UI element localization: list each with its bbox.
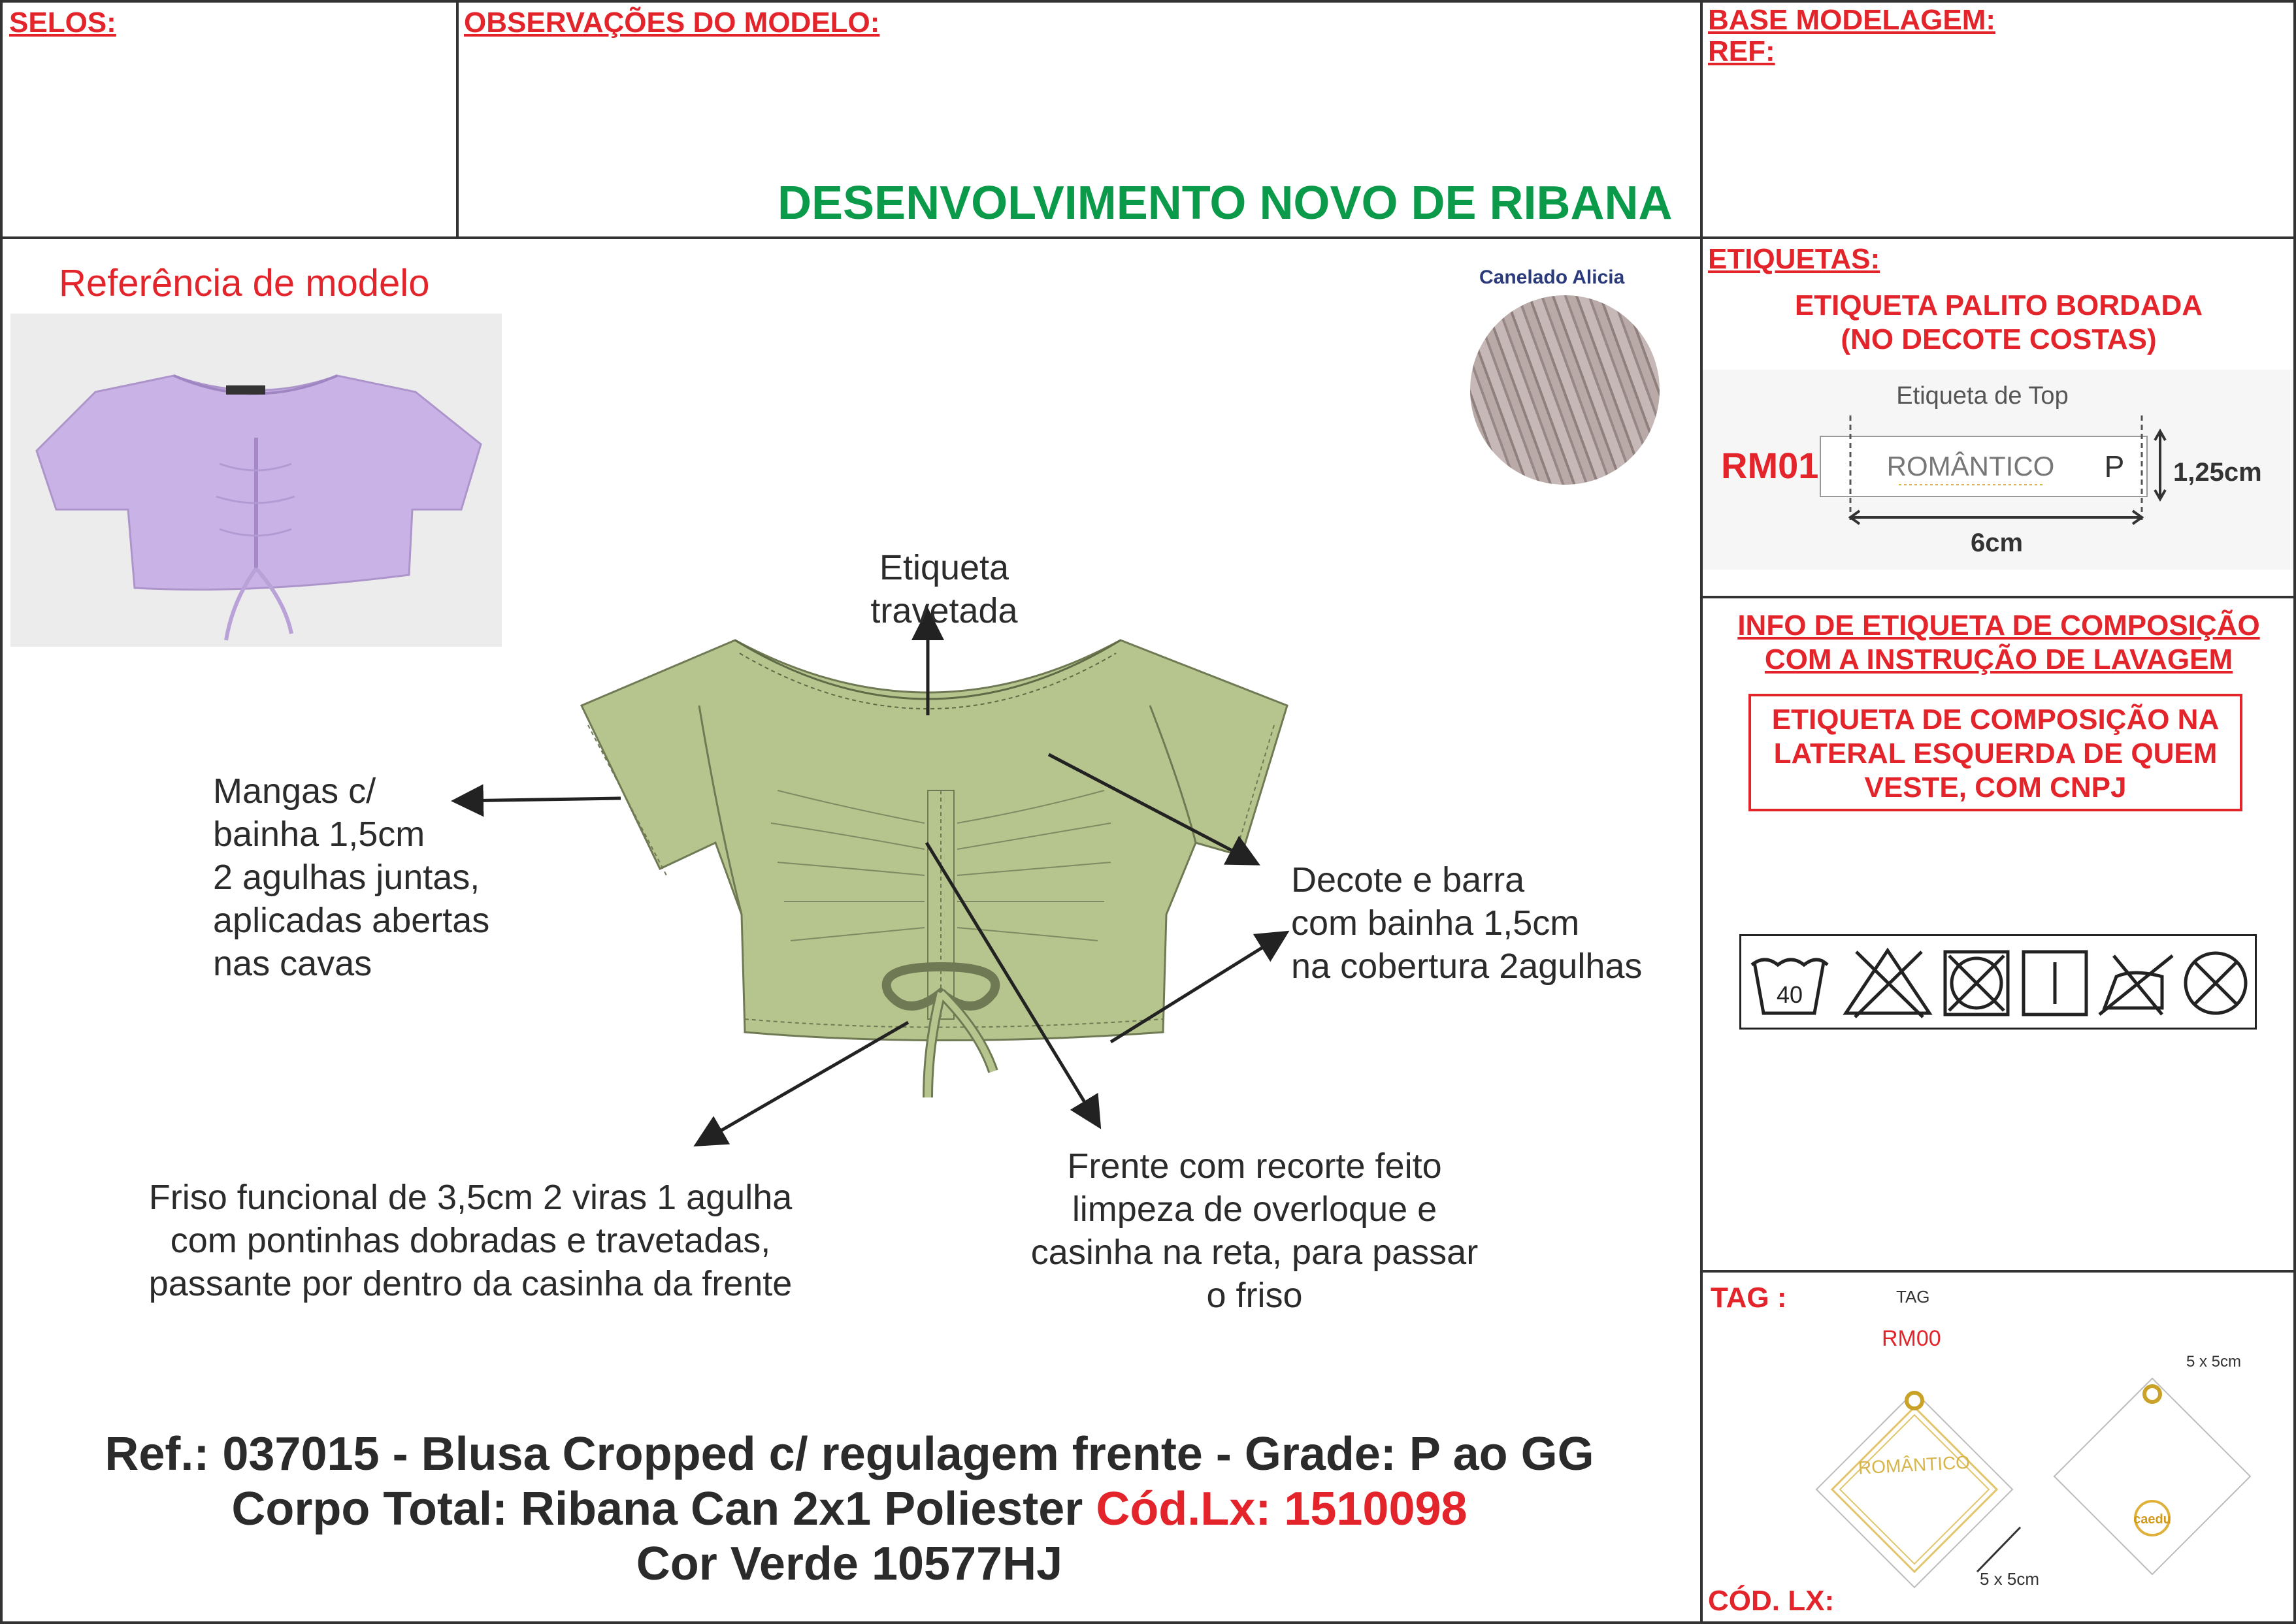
etiquetas-divider (1701, 596, 2296, 598)
tag-label: TAG : (1711, 1282, 1787, 1314)
mangas-note-line: Mangas c/ (213, 771, 376, 811)
tag-brand: ROMÂNTICO (1858, 1452, 1971, 1478)
romantico-tag (1816, 1391, 2039, 1589)
tag-sub-label: TAG (1896, 1287, 1930, 1307)
mangas-note-line: 2 agulhas juntas, (213, 858, 480, 897)
ref-line: Ref.: 037015 - Blusa Cropped c/ regulagem frente - Grade: P ao GG (105, 1428, 1594, 1480)
composicao-title-line: INFO DE ETIQUETA DE COMPOSIÇÃO (1737, 609, 2260, 641)
svg-text:40: 40 (1776, 981, 1803, 1008)
tag-illustrations (1777, 1352, 2287, 1600)
cor-line: Cor Verde 10577HJ (636, 1538, 1063, 1590)
base-modelagem-label: BASE MODELAGEM: (1708, 4, 1995, 36)
decote-note-line: com bainha 1,5cm (1291, 903, 1580, 943)
etiqueta-brand: ROMÂNTICO (1886, 451, 2055, 481)
etiqueta-size: P (2104, 449, 2125, 483)
tag-size-top: 5 x 5cm (2186, 1353, 2242, 1371)
right-column-divider (1700, 0, 1703, 1624)
fabric-label: Canelado Alicia (1479, 267, 1625, 288)
friso-note-line: com pontinhas dobradas e travetadas, (170, 1221, 771, 1260)
tag-divider (1701, 1270, 2296, 1273)
no-iron-icon (2099, 956, 2173, 1015)
observacoes-title: DESENVOLVIMENTO NOVO DE RIBANA (778, 177, 1673, 229)
friso-note (91, 1176, 849, 1305)
etiqueta-top-card (1703, 370, 2293, 570)
tag-size-bottom: 5 x 5cm (1980, 1569, 2040, 1589)
friso-note-line: Friso funcional de 3,5cm 2 viras 1 agulha (148, 1178, 793, 1217)
palito-line: (NO DECOTE COSTAS) (1841, 323, 2157, 355)
etiquetas-label: ETIQUETAS: (1708, 243, 1880, 275)
mangas-note-line: nas cavas (213, 944, 372, 983)
frente-note-line: casinha na reta, para passar (1030, 1233, 1479, 1272)
etiqueta-note-line: Etiqueta (879, 548, 1009, 587)
decote-note-line: Decote e barra (1291, 860, 1525, 900)
observacoes-label: OBSERVAÇÕES DO MODELO: (464, 7, 880, 39)
no-bleach-icon (1846, 950, 1929, 1017)
etiqueta-code: RM01 (1721, 445, 1819, 486)
etiqueta-note-line: travetada (870, 591, 1018, 630)
frame-bottom (0, 1621, 2296, 1624)
frente-note-line: limpeza de overloque e (1072, 1190, 1437, 1229)
corpo-text: Corpo Total: Ribana Can 2x1 Poliester (231, 1483, 1096, 1535)
composicao-title (1701, 609, 2296, 677)
caedu-tag (2054, 1353, 2250, 1574)
mangas-note-line: bainha 1,5cm (213, 815, 425, 854)
decote-note (1291, 858, 1642, 988)
composicao-box-line: LATERAL ESQUERDA DE QUEM (1773, 738, 2218, 770)
etiqueta-palito-text (1701, 289, 2296, 357)
tag-brand-caedu: caedu (2133, 1512, 2171, 1527)
frente-note-line: Frente com recorte feito (1067, 1146, 1442, 1186)
cod-lx-value: Cód.Lx: 1510098 (1096, 1483, 1468, 1535)
friso-note-line: passante por dentro da casinha da frente (148, 1264, 793, 1303)
selos-label: SELOS: (9, 7, 116, 39)
reference-title: Referência de modelo (59, 262, 430, 304)
composicao-box (1748, 694, 2242, 811)
decote-note-line: na cobertura 2agulhas (1291, 947, 1643, 986)
line-dry-icon (2024, 952, 2086, 1015)
no-tumble-dry-icon (1945, 952, 2008, 1015)
mangas-note (213, 770, 489, 985)
mangas-note-line: aplicadas abertas (213, 901, 490, 940)
ref-label: REF: (1708, 35, 1775, 67)
composicao-box-line: VESTE, COM CNPJ (1864, 771, 2127, 804)
etiqueta-travetada-note (849, 546, 1039, 632)
composicao-box-line: ETIQUETA DE COMPOSIÇÃO NA (1771, 704, 2220, 736)
cod-lx-label: CÓD. LX: (1708, 1585, 1835, 1617)
product-summary (0, 1427, 1699, 1591)
etiqueta-height: 1,25cm (2173, 458, 2262, 487)
etiqueta-top-title: Etiqueta de Top (1896, 382, 2069, 410)
care-symbols (1739, 934, 2257, 1030)
no-dry-clean-icon (2186, 953, 2246, 1013)
corpo-line (0, 1482, 1699, 1536)
frente-note (980, 1145, 1529, 1317)
tag-code: RM00 (1882, 1326, 1941, 1351)
composicao-title-line: COM A INSTRUÇÃO DE LAVAGEM (1764, 643, 2233, 675)
palito-line: ETIQUETA PALITO BORDADA (1794, 289, 2203, 321)
frente-note-line: o friso (1206, 1276, 1303, 1315)
frame-right (2293, 0, 2296, 1624)
wash-40-icon (1752, 960, 1828, 1013)
etiqueta-width: 6cm (1970, 528, 2024, 557)
